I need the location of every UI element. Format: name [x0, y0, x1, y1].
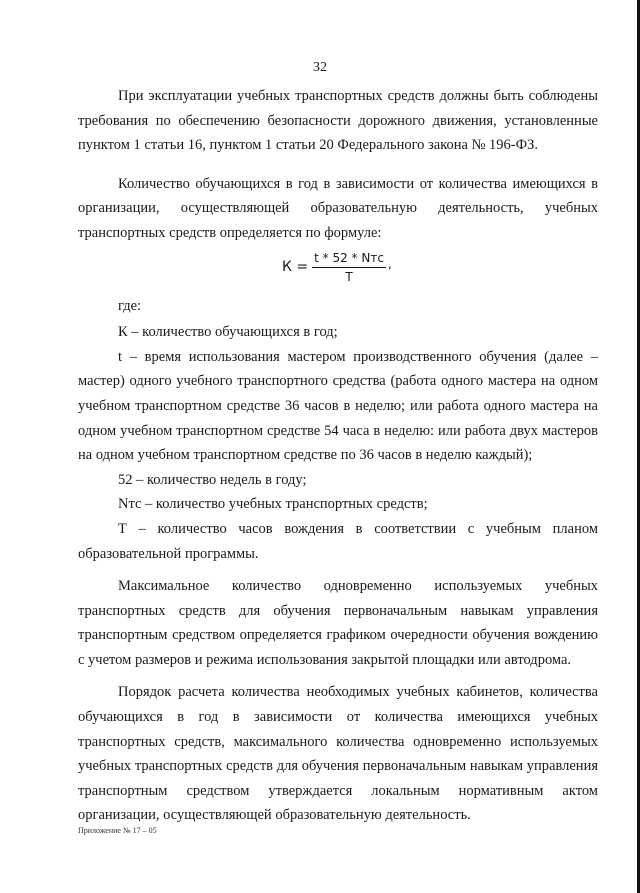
footer-appendix-note: Приложение № 17 – 05 [78, 826, 157, 835]
definition-t: t – время использования мастером производственного обучения (далее – мастер) одного учебного транспортного средства (работа одного мастера на одном учебном транспортном средстве 36 часов в неделю; или работа одного мастера на одном учебном транспортном средстве 54 часа в неделю: или работа двух мастеров на одном учебном транспортном средстве по 36 часов в неделю каждый); [78, 348, 598, 464]
formula-lhs: К = [282, 258, 309, 275]
paragraph-where: где: [118, 297, 142, 314]
formula-denominator: Т [345, 269, 353, 284]
definition-ntc: Nтс – количество учебных транспортных средств; [118, 496, 428, 513]
definition-52: 52 – количество недель в году; [118, 471, 307, 488]
page-number: 32 [313, 60, 327, 75]
formula-numerator: t * 52 * Nтс [312, 250, 386, 268]
paragraph-students-count-intro: Количество обучающихся в год в зависимости от количества имеющихся в организации, осуществляющей образовательную деятельность, учебных транспортных средств определяется по формуле: [78, 175, 598, 241]
students-formula [282, 250, 392, 285]
formula-block [78, 248, 598, 288]
formula-comma: , [387, 256, 392, 271]
document-body [78, 84, 598, 828]
definition-k: К – количество обучающихся в год; [118, 324, 338, 341]
definition-T: Т – количество часов вождения в соответствии с учебным планом образовательной программы. [78, 520, 598, 562]
formula-fraction [312, 250, 386, 285]
paragraph-max-vehicles: Максимальное количество одновременно используемых учебных транспортных средств для обучения первоначальным навыкам управления транспортным средством определяется графиком очередности обучения вождению с учетом размеров и режима использования закрытой площадки или автодрома. [78, 578, 598, 668]
paragraph-safety-requirements: При эксплуатации учебных транспортных средств должны быть соблюдены требования по обеспечению безопасности дорожного движения, установленные пунктом 1 статьи 16, пунктом 1 статьи 20 Федерального закона № 196-ФЗ. [78, 88, 598, 154]
paragraph-calculation-order: Порядок расчета количества необходимых учебных кабинетов, количества обучающихся в год в зависимости от количества имеющихся учебных транспортных средств, максимального количества одновременно используемых учебных транспортных средств для обучения первоначальным навыкам управления транспортным средством утверждается локальным нормативным актом организации, осуществляющей образовательную деятельность. [78, 684, 598, 824]
